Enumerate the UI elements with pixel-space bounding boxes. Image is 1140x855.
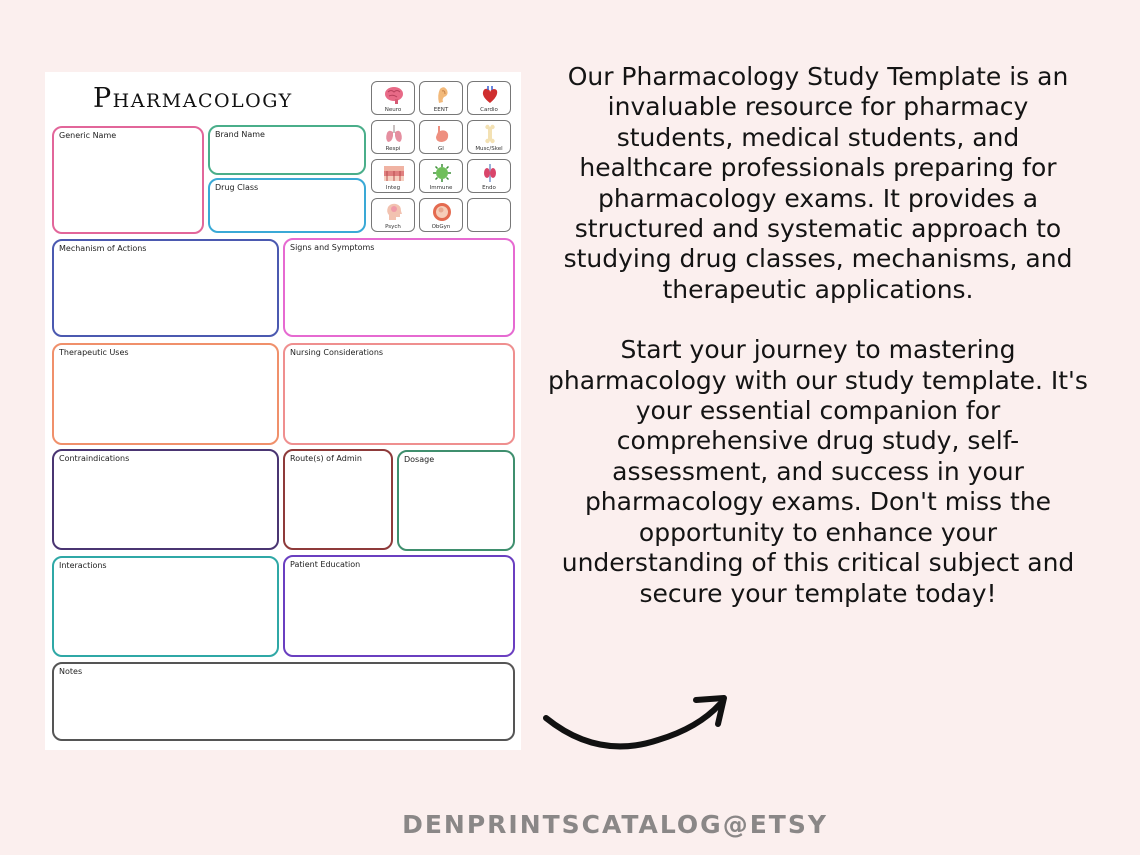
- contra-box: [52, 449, 279, 550]
- system-label: Respi: [385, 146, 401, 152]
- notes-label: Notes: [59, 667, 83, 676]
- education-box: [283, 555, 515, 657]
- system-endo: [467, 159, 511, 193]
- drug-class-label: Drug Class: [215, 183, 259, 192]
- system-label: ObGyn: [431, 224, 451, 230]
- dosage-box: [397, 450, 515, 551]
- shop-footer: DENPRINTSCATALOG@ETSY: [402, 810, 828, 839]
- system-immune: [419, 159, 463, 193]
- signs-box: [283, 238, 515, 337]
- brain-icon: [383, 85, 405, 105]
- stomach-icon: [431, 124, 453, 144]
- system-label: Psych: [385, 224, 401, 230]
- generic-name-box: [52, 126, 204, 234]
- mechanism-label: Mechanism of Actions: [59, 244, 147, 253]
- education-label: Patient Education: [290, 560, 361, 569]
- route-label: Route(s) of Admin: [290, 454, 362, 463]
- system-gi: [419, 120, 463, 154]
- product-description: [548, 62, 1088, 609]
- mechanism-box: [52, 239, 279, 337]
- dosage-label: Dosage: [404, 455, 435, 464]
- system-label: Immune: [429, 185, 453, 191]
- system-cardio: [467, 81, 511, 115]
- system-blank: [467, 198, 511, 232]
- interactions-label: Interactions: [59, 561, 107, 570]
- therapeutic-label: Therapeutic Uses: [59, 348, 129, 357]
- system-label: EENT: [433, 107, 449, 113]
- therapeutic-box: [52, 343, 279, 445]
- system-label: Integ: [385, 185, 401, 191]
- system-neuro: [371, 81, 415, 115]
- heart-icon: [479, 85, 501, 105]
- skin-icon: [383, 163, 405, 183]
- system-eent: [419, 81, 463, 115]
- system-musc: [467, 120, 511, 154]
- description-paragraph-1: Our Pharmacology Study Template is an invaluable resource for pharmacy students, medical students, and healthcare professionals preparing for pharmacology exams. It provides a structured and systematic approach to studying drug classes, mechanisms, and therapeutic applications.: [563, 62, 1073, 304]
- lungs-icon: [383, 124, 405, 144]
- system-psych: [371, 198, 415, 232]
- study-template-sheet: [45, 72, 521, 750]
- virus-icon: [431, 163, 453, 183]
- nursing-label: Nursing Considerations: [290, 348, 384, 357]
- fetus-icon: [431, 202, 453, 222]
- bone-icon: [479, 124, 501, 144]
- system-label: Endo: [482, 185, 496, 191]
- signs-label: Signs and Symptoms: [290, 243, 375, 252]
- system-label: Musc/Skel: [475, 146, 503, 152]
- interactions-box: [52, 556, 279, 657]
- system-integ: [371, 159, 415, 193]
- system-label: Cardio: [480, 107, 498, 113]
- brand-name-box: [208, 125, 366, 175]
- system-label: Neuro: [384, 107, 402, 113]
- drug-class-box: [208, 178, 366, 233]
- route-box: [283, 449, 393, 550]
- generic-name-label: Generic Name: [59, 131, 117, 140]
- system-respi: [371, 120, 415, 154]
- nursing-box: [283, 343, 515, 445]
- ear-icon: [431, 85, 453, 105]
- head-icon: [383, 202, 405, 222]
- description-paragraph-2: Start your journey to mastering pharmacology with our study template. It's your essential companion for comprehensive drug study, self-assessment, and success in your pharmacology exams. Don't miss the opportunity to enhance your understanding of this critical subject and secure your template today!: [548, 335, 1088, 608]
- contra-label: Contraindications: [59, 454, 130, 463]
- system-label: GI: [438, 146, 444, 152]
- template-title: Pharmacology: [93, 83, 293, 114]
- brand-name-label: Brand Name: [215, 130, 265, 139]
- system-obgyn: [419, 198, 463, 232]
- thyroid-icon: [479, 163, 501, 183]
- notes-box: [52, 662, 515, 741]
- curved-arrow-icon: [538, 690, 738, 760]
